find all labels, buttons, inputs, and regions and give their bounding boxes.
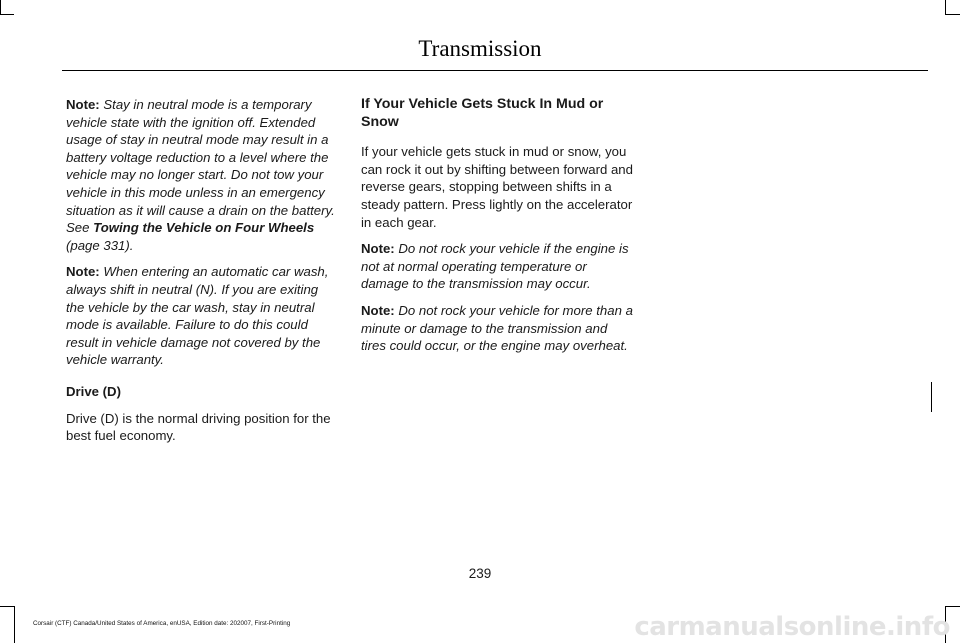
edition-footer: Corsair (CTF) Canada/United States of America, enUSA, Edition date: 202007, First-Printing bbox=[33, 620, 291, 627]
watermark: carmanualsonline.info bbox=[634, 612, 950, 642]
crop-mark-bottom-left-horizontal bbox=[0, 606, 14, 607]
page-header-title: Transmission bbox=[418, 36, 542, 61]
crop-mark-top-left-horizontal bbox=[0, 14, 14, 15]
page-reference: (page 331). bbox=[66, 237, 134, 253]
note-rocking-duration bbox=[361, 302, 633, 355]
towing-cross-reference-link[interactable]: Towing the Vehicle on Four Wheels bbox=[93, 220, 315, 236]
drive-subheading: Drive (D) bbox=[66, 383, 121, 399]
stuck-in-mud-body-text: If your vehicle gets stuck in mud or snow, you can rock it out by shifting between forward and reverse gears, stopping between shifts in a steady pattern. Press lightly on the accelerator in each gear. bbox=[361, 144, 633, 230]
note-stay-in-neutral bbox=[66, 96, 338, 254]
right-column bbox=[361, 96, 633, 364]
crop-mark-bottom-left-vertical bbox=[14, 606, 15, 643]
note-text: Stay in neutral mode is a temporary vehicle state with the ignition off. Extended usage of stay in neutral mode may result in a battery voltage reduction to a level where the vehicle may no longer start. Do not tow your vehicle in this mode unless in an emergency situation as it will cause a drain on the battery. See bbox=[66, 97, 335, 236]
page-number: 239 bbox=[468, 566, 492, 581]
crop-mark-bottom-right-horizontal bbox=[945, 606, 960, 607]
note-label: Note: bbox=[66, 97, 100, 112]
stuck-in-mud-heading: If Your Vehicle Gets Stuck In Mud or Snow bbox=[361, 96, 604, 130]
left-column bbox=[66, 96, 338, 454]
note-label: Note: bbox=[361, 302, 395, 318]
header-rule bbox=[62, 70, 928, 71]
note-label: Note: bbox=[66, 264, 100, 280]
note-label: Note: bbox=[361, 241, 395, 257]
note-rocking-temperature bbox=[361, 240, 633, 293]
crop-mark-top-right-horizontal bbox=[945, 14, 960, 15]
note-car-wash bbox=[66, 263, 338, 369]
crop-mark-top-right-vertical bbox=[945, 0, 946, 14]
crop-mark-top-left-vertical bbox=[0, 0, 1, 14]
note-text: Do not rock your vehicle if the engine is not at normal operating temperature or damage to the transmission may occur. bbox=[361, 241, 629, 292]
crop-mark-right-side bbox=[931, 382, 932, 412]
note-text: Do not rock your vehicle for more than a minute or damage to the transmission and tires could occur, or the engine may overheat. bbox=[361, 302, 633, 354]
drive-body-text: Drive (D) is the normal driving position for the best fuel economy. bbox=[66, 410, 331, 444]
note-text: When entering an automatic car wash, always shift in neutral (N). If you are exiting the vehicle by the car wash, stay in neutral mode is available. Failure to do this could result in vehicle damage not covered by the vehicle warranty. bbox=[66, 264, 329, 368]
